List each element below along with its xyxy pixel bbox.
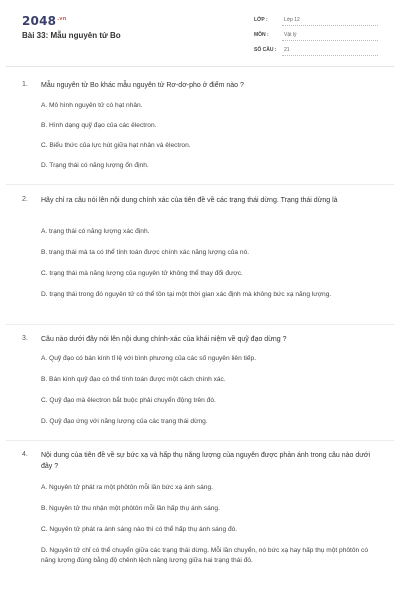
question-text: Hãy chỉ ra câu nói lên nội dung chính xác của tiên đề về các trạng thái dừng. Trạng thái dừng là bbox=[41, 197, 338, 204]
lesson-title: Bài 33: Mẫu nguyên tử Bo bbox=[22, 31, 121, 40]
meta-count-label: SỐ CÂU : bbox=[254, 47, 277, 53]
site-logo[interactable] bbox=[22, 14, 67, 28]
meta-info bbox=[254, 14, 378, 59]
page-header bbox=[0, 0, 400, 66]
option-c[interactable]: C. Nguyên tử phát ra ánh sáng nào thì có thể hấp thụ ánh sáng đó. bbox=[41, 526, 238, 533]
question-text: Nội dung của tiên đề về sự bức xạ và hấp thụ năng lượng của nguyên được phản ánh trong câu nào dưới đây ? bbox=[41, 452, 371, 470]
option-a[interactable]: A. Quỹ đạo có bán kính tỉ lệ với bình phương của các số nguyên liên tiếp. bbox=[41, 355, 257, 362]
option-d[interactable]: D. trạng thái trong đó nguyên tử có thể tồn tại một thời gian xác định mà không bức xạ năng lượng. bbox=[41, 291, 332, 298]
meta-divider bbox=[282, 55, 378, 56]
meta-count-value: 21 bbox=[284, 47, 290, 53]
question-number: 1. bbox=[22, 81, 28, 88]
question-divider bbox=[6, 184, 394, 185]
meta-class-label: LỚP : bbox=[254, 17, 268, 23]
meta-class-value: Lớp 12 bbox=[284, 17, 300, 23]
option-a[interactable]: A. Mô hình nguyên tử có hạt nhân. bbox=[41, 102, 143, 109]
option-b[interactable]: B. Bán kính quỹ đạo có thể tính toán được một cách chính xác. bbox=[41, 376, 226, 383]
option-a[interactable]: A. trạng thái có năng lượng xác định. bbox=[41, 228, 150, 235]
meta-subject-value: Vật lý bbox=[284, 32, 297, 38]
meta-class bbox=[254, 14, 378, 29]
option-c[interactable]: C. Quỹ đạo mà êlectron bắt buộc phải chuyển động trên đó. bbox=[41, 397, 216, 404]
logo-domain: .vn bbox=[57, 16, 67, 22]
meta-subject bbox=[254, 29, 378, 44]
question-divider bbox=[6, 440, 394, 441]
option-c[interactable]: C. Biểu thức của lực hút giữa hạt nhân và êlectron. bbox=[41, 142, 191, 149]
option-b[interactable]: B. Hình dạng quỹ đạo của các êlectron. bbox=[41, 122, 157, 129]
question-number: 3. bbox=[22, 335, 28, 342]
question-text: Câu nào dưới đây nói lên nội dung chính-xác của khái niệm về quỹ đạo dừng ? bbox=[41, 336, 287, 343]
header-divider bbox=[6, 66, 394, 67]
question-text: Mẫu nguyên tử Bo khác mẫu nguyên tử Rơ-dơ-pho ở điểm nào ? bbox=[41, 82, 244, 89]
question-number: 4. bbox=[22, 451, 28, 458]
option-b[interactable]: B. trạng thái mà ta có thể tính toán được chính xác năng lượng của nó. bbox=[41, 249, 250, 256]
option-d[interactable]: D. Quỹ đạo ứng với năng lượng của các trạng thái dừng. bbox=[41, 418, 208, 425]
logo-text: 2048 bbox=[22, 14, 57, 28]
option-c[interactable]: C. trạng thái mà năng lượng của nguyên tử không thể thay đổi được. bbox=[41, 270, 243, 277]
option-a[interactable]: A. Nguyên tử phát ra một phôtôn mỗi lần bức xạ ánh sáng. bbox=[41, 484, 213, 491]
meta-divider bbox=[282, 25, 378, 26]
question-number: 2. bbox=[22, 196, 28, 203]
meta-divider bbox=[282, 40, 378, 41]
meta-count bbox=[254, 44, 378, 59]
meta-subject-label: MÔN : bbox=[254, 32, 269, 38]
option-d[interactable]: D. Nguyên tử chỉ có thể chuyển giữa các trạng thái dừng. Mỗi lần chuyển, nó bức xạ hay hấp thụ một phôtôn có năng lượng đúng bằng độ chênh lệch năng lượng giữa hai trạng thái đó. bbox=[41, 547, 369, 564]
question-divider bbox=[6, 324, 394, 325]
option-b[interactable]: B. Nguyên tử thu nhận một phôtôn mỗi lần hấp thụ ánh sáng. bbox=[41, 505, 220, 512]
option-d[interactable]: D. Trạng thái có năng lượng ổn định. bbox=[41, 162, 149, 169]
